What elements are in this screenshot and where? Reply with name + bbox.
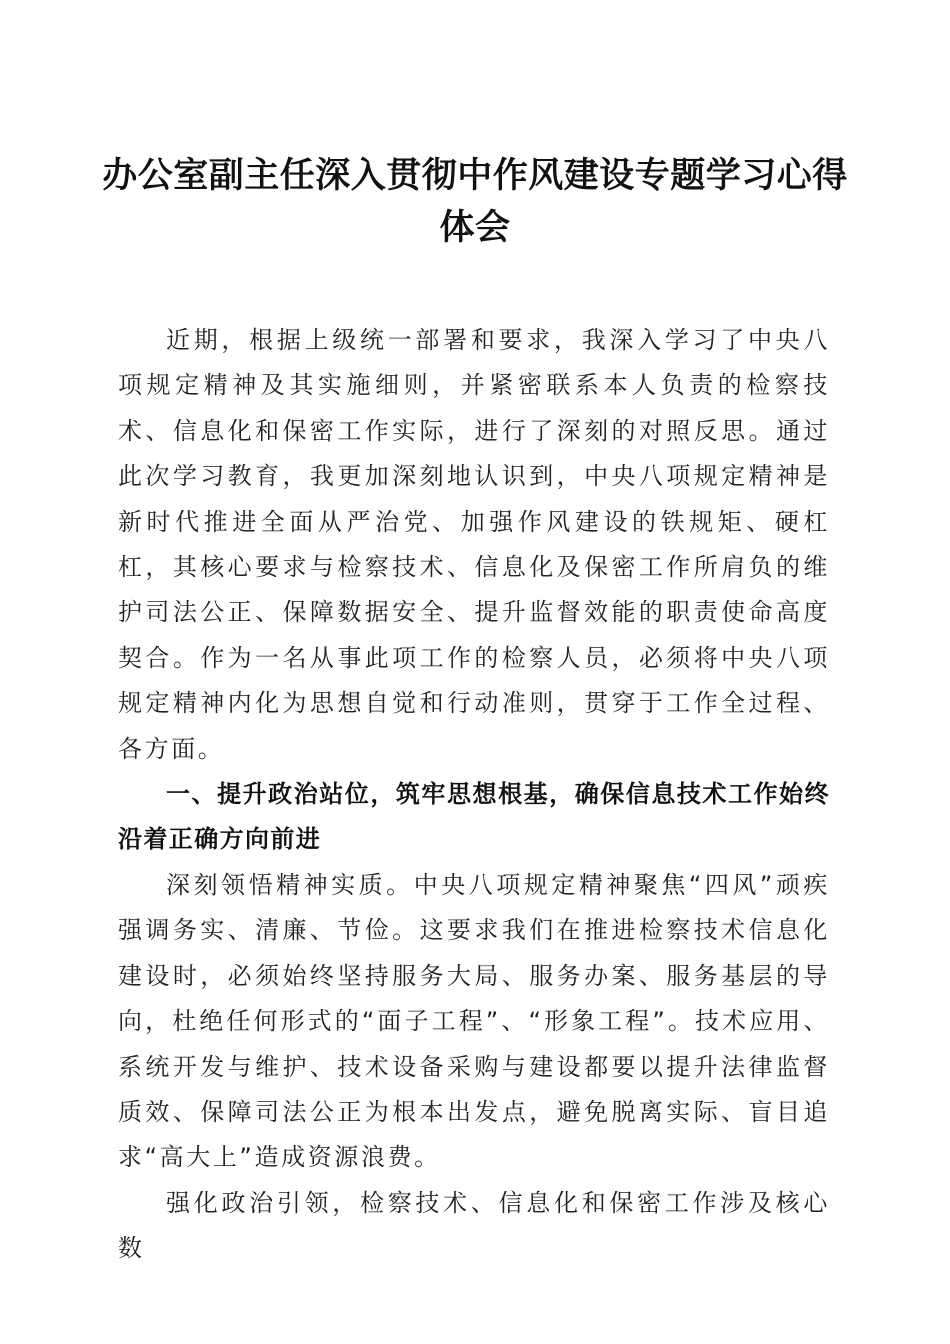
intro-paragraph: 近期，根据上级统一部署和要求，我深入学习了中央八项规定精神及其实施细则，并紧密联系本人负责的检察技术、信息化和保密工作实际，进行了深刻的对照反思。通过此次学习教育，我更加深刻地认识到，中央八项规定精神是新时代推进全面从严治党、加强作风建设的铁规矩、硬杠杠，其核心要求与检察技术、信息化及保密工作所肩负的维护司法公正、保障数据安全、提升监督效能的职责使命高度契合。作为一名从事此项工作的检察人员，必须将中央八项规定精神内化为思想自觉和行动准则，贯穿于工作全过程、各方面。 xyxy=(118,326,830,763)
body-paragraph-2: 强化政治引领，检察技术、信息化和保密工作涉及核心数 xyxy=(118,1188,830,1263)
section-heading-1: 一、提升政治站位，筑牢思想根基，确保信息技术工作始终沿着正确方向前进 xyxy=(118,780,830,854)
body-paragraph-1: 深刻领悟精神实质。中央八项规定精神聚焦“四风”顽疾强调务实、清廉、节俭。这要求我们在推进检察技术信息化建设时，必须始终坚持服务大局、服务办案、服务基层的导向，杜绝任何形式的“面子工程”、“形象工程”。技术应用、系统开发与维护、技术设备采购与建设都要以提升法律监督质效、保障司法公正为根本出发点，避免脱离实际、盲目追求“高大上”造成资源浪费。 xyxy=(118,870,830,1172)
document-body xyxy=(118,318,830,1272)
document-title: 办公室副主任深入贯彻中作风建设专题学习心得体会 xyxy=(102,155,848,248)
